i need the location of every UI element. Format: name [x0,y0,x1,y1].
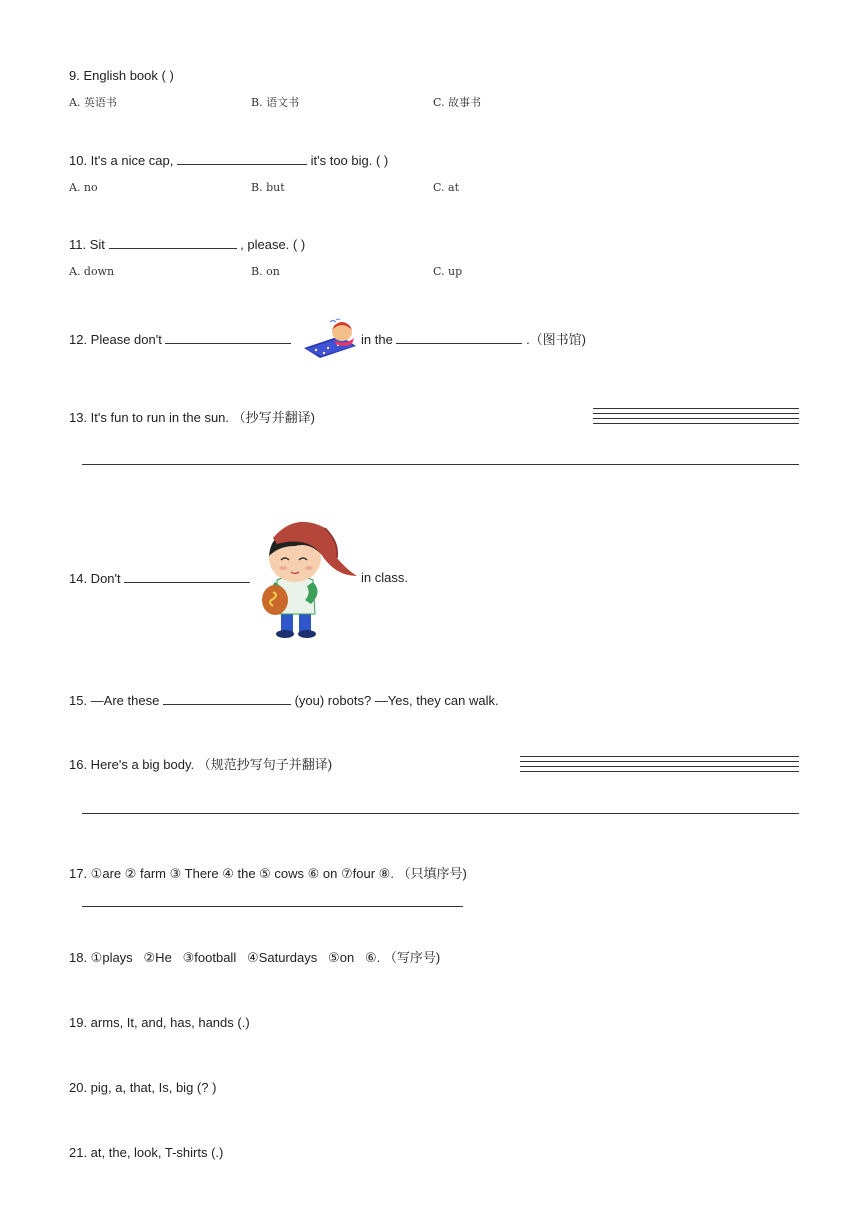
question-12 [69,331,291,348]
q11-text-before: 11. Sit [69,237,105,252]
q14-text-after: in class. [361,570,408,585]
q11-option-c[interactable]: C. up [433,265,463,278]
q9-option-b[interactable]: B. 语文书 [251,96,300,109]
q11-text-after: , please. ( ) [240,237,306,252]
boy-eating-icon [255,514,360,642]
question-14 [69,570,250,587]
q12-text-before: 12. Please don't [69,332,162,347]
question-10 [69,152,388,169]
q15-blank[interactable] [163,692,291,705]
question-18: 18. ①plays ②He ③football ④Saturdays ⑤on ⑥. （写序号) [69,950,441,965]
q13-copy-lines[interactable] [593,408,799,428]
q10-text-after: it's too big. ( ) [310,153,389,168]
sleeping-child-icon [300,318,358,360]
q10-option-b[interactable]: B. but [251,181,285,194]
question-11 [69,236,305,253]
q14-blank[interactable] [124,570,250,583]
question-21: 21. at, the, look, T-shirts (.) [69,1145,224,1160]
q11-option-b[interactable]: B. on [251,265,280,278]
q9-option-a[interactable]: A. 英语书 [69,96,117,109]
q10-text-before: 10. It's a nice cap, [69,153,174,168]
question-20: 20. pig, a, that, Is, big (? ) [69,1080,217,1095]
question-16: 16. Here's a big body. （规范抄写句子并翻译) [69,757,333,772]
q14-text-before: 14. Don't [69,571,121,586]
q15-text-before: 15. —Are these [69,693,160,708]
q12-text-middle: in the [361,332,393,347]
q10-blank[interactable] [177,152,307,165]
question-15 [69,692,499,709]
q11-blank[interactable] [109,236,237,249]
question-17: 17. ①are ② farm ③ There ④ the ⑤ cows ⑥ on ⑦four ⑧. （只填序号) [69,866,467,881]
q9-option-c[interactable]: C. 故事书 [433,96,482,109]
question-9: 9. English book ( ) [69,68,174,83]
question-13: 13. It's fun to run in the sun. （抄写并翻译) [69,410,315,425]
q12-blank-1[interactable] [165,331,291,344]
q11-option-a[interactable]: A. down [69,265,115,278]
question-12-end [361,331,586,348]
q10-option-a[interactable]: A. no [69,181,98,194]
q13-translation-line[interactable] [82,464,799,465]
q15-text-after: (you) robots? —Yes, they can walk. [294,693,499,708]
q12-blank-2[interactable] [396,331,522,344]
q16-translation-line[interactable] [82,813,799,814]
q17-answer-line[interactable] [82,906,463,907]
question-19: 19. arms, It, and, has, hands (.) [69,1015,250,1030]
q16-copy-lines[interactable] [520,756,799,776]
q12-text-after: .（图书馆) [526,332,587,347]
q10-option-c[interactable]: C. at [433,181,459,194]
